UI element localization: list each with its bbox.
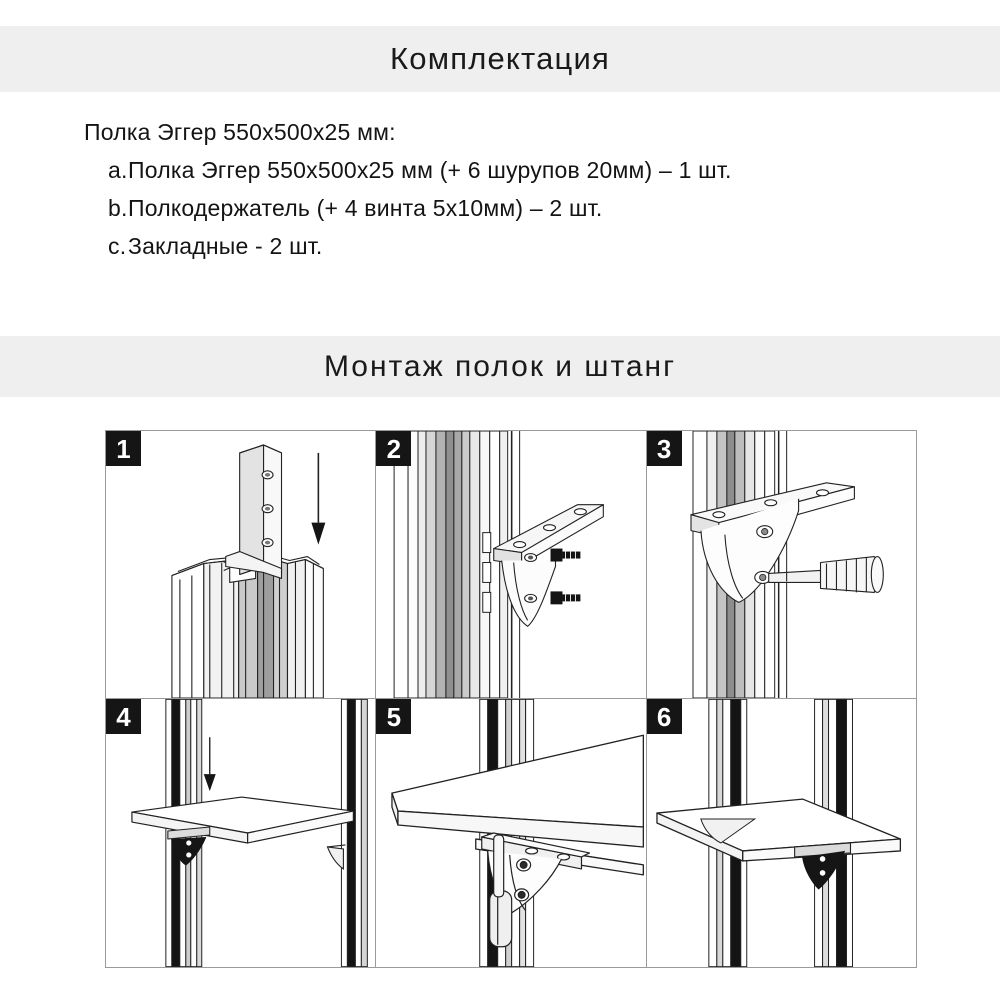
montazh-title: Монтаж полок и штанг	[323, 349, 677, 383]
step-illustration-3	[647, 431, 916, 698]
assembly-steps-row-top	[106, 431, 916, 699]
list-item-text: Полка Эггер 550х500х25 мм (+ 6 шурупов 20мм) – 1 шт.	[128, 157, 732, 183]
assembly-step-panel-3	[647, 431, 916, 699]
screw-icon	[551, 549, 581, 562]
screwdriver-icon	[768, 557, 883, 593]
assembly-step-panel-6	[647, 699, 916, 967]
parts-list	[84, 113, 944, 265]
komplektaciya-header-band	[0, 26, 1000, 92]
assembly-step-panel-5	[376, 699, 646, 967]
parts-list-intro: Полка Эггер 550х500х25 мм:	[84, 119, 396, 145]
list-item	[84, 151, 944, 189]
down-arrow-icon	[204, 737, 216, 791]
list-item-marker: a.	[108, 157, 128, 183]
step-badge-6: 6	[647, 699, 682, 734]
assembly-step-panel-1	[106, 431, 376, 699]
step-badge-2: 2	[376, 431, 411, 466]
list-item-marker: b.	[108, 195, 128, 221]
list-item	[84, 227, 944, 265]
step-illustration-4	[106, 699, 375, 967]
assembly-steps-row-bottom	[106, 699, 916, 967]
step-illustration-1	[106, 431, 375, 698]
list-item-text: Полкодержатель (+ 4 винта 5х10мм) – 2 шт.	[128, 195, 603, 221]
step-badge-3: 3	[647, 431, 682, 466]
montazh-header-band	[0, 336, 1000, 397]
down-arrow-icon	[311, 453, 325, 545]
assembly-step-panel-4	[106, 699, 376, 967]
step-badge-5: 5	[376, 699, 411, 734]
list-item-text: Закладные - 2 шт.	[128, 233, 323, 259]
assembly-steps-grid	[105, 430, 917, 968]
assembly-step-panel-2	[376, 431, 646, 699]
parts-list-items	[84, 151, 944, 265]
step-badge-1: 1	[106, 431, 141, 466]
list-item-marker: c.	[108, 233, 127, 259]
step-badge-4: 4	[106, 699, 141, 734]
step-illustration-5	[376, 699, 645, 967]
step-illustration-6	[647, 699, 916, 967]
step-illustration-2	[376, 431, 645, 698]
komplektaciya-title: Комплектация	[390, 41, 610, 76]
screw-icon	[551, 591, 581, 604]
list-item	[84, 189, 944, 227]
